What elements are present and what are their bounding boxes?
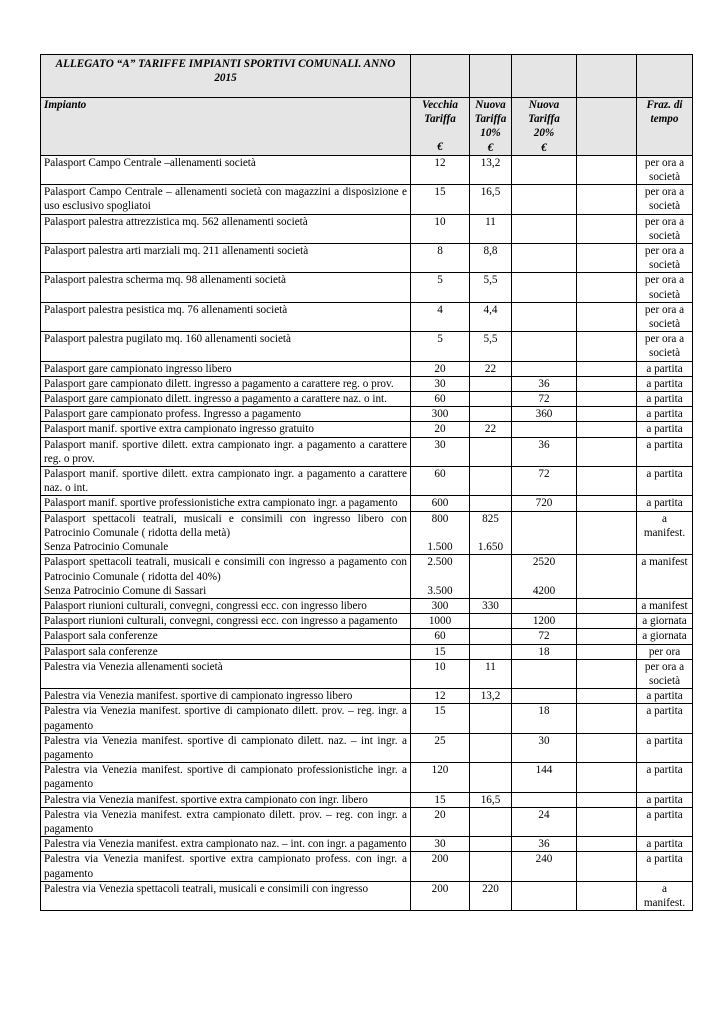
cell-nuova-tariffa-10 xyxy=(470,376,512,391)
cell-fraz-tempo: a partita xyxy=(637,689,693,704)
cell-fraz-tempo: a partita xyxy=(637,422,693,437)
cell-vecchia-tariffa: 200 xyxy=(411,881,470,910)
cell-vecchia-tariffa xyxy=(411,511,470,555)
cell-empty xyxy=(577,467,637,496)
table-row xyxy=(41,852,693,881)
cell-vecchia-tariffa: 15 xyxy=(411,792,470,807)
cell-impianto: Palestra via Venezia manifest. sportive di campionato ingresso libero xyxy=(41,689,411,704)
header-unit: € xyxy=(437,141,443,154)
cell-nuova-tariffa-20: 360 xyxy=(512,407,577,422)
cell-nuova-tariffa-20 xyxy=(512,689,577,704)
cell-nuova-tariffa-10-line xyxy=(473,584,508,598)
table-row xyxy=(41,185,693,214)
cell-nuova-tariffa-10 xyxy=(470,763,512,792)
cell-nuova-tariffa-10: 16,5 xyxy=(470,792,512,807)
cell-vecchia-tariffa: 60 xyxy=(411,392,470,407)
cell-nuova-tariffa-20: 36 xyxy=(512,376,577,391)
table-row xyxy=(41,244,693,273)
cell-vecchia-tariffa: 25 xyxy=(411,733,470,762)
cell-nuova-tariffa-10: 5,5 xyxy=(470,273,512,302)
table-row xyxy=(41,511,693,555)
cell-nuova-tariffa-20 xyxy=(512,244,577,273)
cell-impianto: Palestra via Venezia manifest. sportive extra campionato con ingr. libero xyxy=(41,792,411,807)
table-row xyxy=(41,689,693,704)
cell-nuova-tariffa-10 xyxy=(470,511,512,555)
cell-vecchia-tariffa: 300 xyxy=(411,598,470,613)
cell-nuova-tariffa-20 xyxy=(512,422,577,437)
cell-nuova-tariffa-10: 11 xyxy=(470,659,512,688)
cell-nuova-tariffa-20: 240 xyxy=(512,852,577,881)
table-row xyxy=(41,837,693,852)
cell-vecchia-tariffa: 1000 xyxy=(411,614,470,629)
cell-nuova-tariffa-20: 144 xyxy=(512,763,577,792)
cell-impianto: Palasport manif. sportive professionistiche extra campionato ingr. a pagamento xyxy=(41,496,411,511)
cell-impianto: Palasport gare campionato dilett. ingresso a pagamento a carattere reg. o prov. xyxy=(41,376,411,391)
cell-nuova-tariffa-10 xyxy=(470,496,512,511)
line-spacer xyxy=(473,526,508,540)
cell-vecchia-tariffa: 600 xyxy=(411,496,470,511)
cell-impianto: Palasport sala conferenze xyxy=(41,644,411,659)
cell-nuova-tariffa-20 xyxy=(512,792,577,807)
table-row xyxy=(41,792,693,807)
table-row xyxy=(41,437,693,466)
cell-empty xyxy=(577,392,637,407)
cell-empty xyxy=(577,881,637,910)
cell-empty xyxy=(577,244,637,273)
cell-nuova-tariffa-20 xyxy=(512,881,577,910)
table-row xyxy=(41,629,693,644)
cell-fraz-tempo: per ora a società xyxy=(637,185,693,214)
cell-fraz-tempo: a manifest. xyxy=(637,511,693,555)
table-row xyxy=(41,659,693,688)
title-spacer-cell xyxy=(577,55,637,98)
title-spacer-cell xyxy=(512,55,577,98)
cell-fraz-tempo: a partita xyxy=(637,496,693,511)
cell-nuova-tariffa-10 xyxy=(470,644,512,659)
cell-nuova-tariffa-20 xyxy=(512,155,577,184)
cell-nuova-tariffa-10: 13,2 xyxy=(470,689,512,704)
line-spacer xyxy=(414,526,466,540)
cell-impianto: Palasport Campo Centrale – allenamenti società con magazzini a disposizione e uso esclusivo spogliatoi xyxy=(41,185,411,214)
cell-nuova-tariffa-20: 30 xyxy=(512,733,577,762)
cell-fraz-tempo: a giornata xyxy=(637,629,693,644)
table-row xyxy=(41,155,693,184)
cell-empty xyxy=(577,837,637,852)
cell-nuova-tariffa-20 xyxy=(512,511,577,555)
cell-fraz-tempo: per ora a società xyxy=(637,273,693,302)
table-row xyxy=(41,614,693,629)
cell-empty xyxy=(577,273,637,302)
cell-empty xyxy=(577,689,637,704)
header-unit: € xyxy=(487,141,494,154)
table-row xyxy=(41,496,693,511)
cell-nuova-tariffa-20: 36 xyxy=(512,437,577,466)
cell-empty xyxy=(577,629,637,644)
cell-nuova-tariffa-20 xyxy=(512,555,577,599)
cell-nuova-tariffa-10 xyxy=(470,704,512,733)
table-row xyxy=(41,644,693,659)
cell-fraz-tempo: a partita xyxy=(637,407,693,422)
cell-impianto-line: Palasport spettacoli teatrali, musicali e consimili con ingresso libero con Patrocinio Comunale ( ridotta della metà) xyxy=(44,512,407,539)
cell-fraz-tempo: a partita xyxy=(637,376,693,391)
cell-empty xyxy=(577,555,637,599)
cell-vecchia-tariffa: 12 xyxy=(411,689,470,704)
cell-nuova-tariffa-20: 36 xyxy=(512,837,577,852)
cell-impianto: Palestra via Venezia manifest. extra campionato naz. – int. con ingr. a pagamento xyxy=(41,837,411,852)
cell-impianto: Palestra via Venezia allenamenti società xyxy=(41,659,411,688)
cell-vecchia-tariffa: 200 xyxy=(411,852,470,881)
document-title: ALLEGATO “A” TARIFFE IMPIANTI SPORTIVI COMUNALI. ANNO 2015 xyxy=(41,55,411,98)
cell-fraz-tempo: a giornata xyxy=(637,614,693,629)
cell-empty xyxy=(577,496,637,511)
cell-impianto xyxy=(41,555,411,599)
cell-nuova-tariffa-10-line xyxy=(473,555,508,569)
table-row xyxy=(41,376,693,391)
table-row xyxy=(41,807,693,836)
cell-nuova-tariffa-20 xyxy=(512,659,577,688)
line-spacer xyxy=(414,570,466,584)
cell-empty xyxy=(577,155,637,184)
cell-fraz-tempo: a manifest xyxy=(637,598,693,613)
cell-nuova-tariffa-10 xyxy=(470,467,512,496)
cell-vecchia-tariffa: 5 xyxy=(411,273,470,302)
cell-fraz-tempo: a partita xyxy=(637,733,693,762)
cell-impianto: Palasport palestra pesistica mq. 76 allenamenti società xyxy=(41,302,411,331)
cell-vecchia-tariffa: 60 xyxy=(411,629,470,644)
header-line: Nuova xyxy=(475,99,506,111)
cell-impianto: Palasport manif. sportive dilett. extra campionato ingr. a pagamento a carattere reg. o prov. xyxy=(41,437,411,466)
cell-impianto: Palasport palestra arti marziali mq. 211 allenamenti società xyxy=(41,244,411,273)
cell-nuova-tariffa-20: 72 xyxy=(512,392,577,407)
cell-empty xyxy=(577,733,637,762)
cell-empty xyxy=(577,407,637,422)
header-line: 20% xyxy=(533,127,555,140)
cell-nuova-tariffa-10: 8,8 xyxy=(470,244,512,273)
cell-nuova-tariffa-20 xyxy=(512,302,577,331)
cell-nuova-tariffa-20-line: 4200 xyxy=(532,584,556,597)
cell-vecchia-tariffa: 15 xyxy=(411,185,470,214)
cell-empty xyxy=(577,185,637,214)
cell-vecchia-tariffa: 20 xyxy=(411,361,470,376)
cell-vecchia-tariffa: 4 xyxy=(411,302,470,331)
cell-fraz-tempo: a manifest. xyxy=(637,881,693,910)
cell-fraz-tempo: a partita xyxy=(637,837,693,852)
header-vecchia-tariffa xyxy=(411,98,470,156)
cell-nuova-tariffa-10: 22 xyxy=(470,422,512,437)
table-row xyxy=(41,407,693,422)
cell-empty xyxy=(577,704,637,733)
title-spacer-cell xyxy=(637,55,693,98)
cell-nuova-tariffa-10 xyxy=(470,852,512,881)
line-spacer xyxy=(515,526,573,540)
cell-nuova-tariffa-20 xyxy=(512,185,577,214)
cell-nuova-tariffa-20: 24 xyxy=(512,807,577,836)
header-fraz-tempo xyxy=(637,98,693,156)
cell-vecchia-tariffa: 15 xyxy=(411,644,470,659)
cell-vecchia-tariffa: 60 xyxy=(411,467,470,496)
cell-nuova-tariffa-10: 11 xyxy=(470,214,512,243)
cell-empty xyxy=(577,763,637,792)
header-nuova-tariffa-20 xyxy=(512,98,577,156)
cell-fraz-tempo: a partita xyxy=(637,852,693,881)
cell-vecchia-tariffa: 300 xyxy=(411,407,470,422)
cell-fraz-tempo: per ora a società xyxy=(637,302,693,331)
cell-nuova-tariffa-20: 72 xyxy=(512,467,577,496)
table-row xyxy=(41,555,693,599)
cell-impianto: Palasport riunioni culturali, convegni, congressi ecc. con ingresso libero xyxy=(41,598,411,613)
cell-vecchia-tariffa: 10 xyxy=(411,659,470,688)
cell-nuova-tariffa-10 xyxy=(470,555,512,599)
cell-empty xyxy=(577,792,637,807)
header-spacer xyxy=(414,126,466,140)
cell-vecchia-tariffa: 20 xyxy=(411,807,470,836)
tariff-table xyxy=(40,54,693,911)
cell-impianto-line: Senza Patrocinio Comunale xyxy=(44,541,169,554)
cell-empty xyxy=(577,302,637,331)
table-row xyxy=(41,881,693,910)
cell-nuova-tariffa-20 xyxy=(512,273,577,302)
table-row xyxy=(41,763,693,792)
table-row xyxy=(41,704,693,733)
cell-impianto: Palasport manif. sportive extra campionato ingresso gratuito xyxy=(41,422,411,437)
cell-nuova-tariffa-20: 720 xyxy=(512,496,577,511)
title-spacer-cell xyxy=(470,55,512,98)
cell-vecchia-tariffa: 120 xyxy=(411,763,470,792)
cell-fraz-tempo: a partita xyxy=(637,792,693,807)
cell-nuova-tariffa-10-line: 1.650 xyxy=(477,540,504,553)
cell-nuova-tariffa-10: 16,5 xyxy=(470,185,512,214)
cell-nuova-tariffa-10: 5,5 xyxy=(470,332,512,361)
cell-vecchia-tariffa: 30 xyxy=(411,376,470,391)
cell-impianto: Palasport gare campionato ingresso libero xyxy=(41,361,411,376)
header-line: 10% xyxy=(480,127,501,140)
cell-nuova-tariffa-10 xyxy=(470,407,512,422)
header-spacer-cell xyxy=(577,98,637,156)
header-line: Tariffa xyxy=(424,113,456,126)
cell-nuova-tariffa-20 xyxy=(512,332,577,361)
cell-impianto: Palasport gare campionato profess. Ingresso a pagamento xyxy=(41,407,411,422)
cell-vecchia-tariffa-line: 1.500 xyxy=(427,540,453,553)
cell-vecchia-tariffa xyxy=(411,555,470,599)
cell-nuova-tariffa-20: 18 xyxy=(512,704,577,733)
cell-empty xyxy=(577,511,637,555)
cell-fraz-tempo: a partita xyxy=(637,467,693,496)
cell-nuova-tariffa-20-line xyxy=(515,540,573,554)
table-row xyxy=(41,598,693,613)
cell-nuova-tariffa-10 xyxy=(470,437,512,466)
cell-vecchia-tariffa: 30 xyxy=(411,437,470,466)
cell-fraz-tempo: per ora xyxy=(637,644,693,659)
cell-nuova-tariffa-10: 22 xyxy=(470,361,512,376)
cell-vecchia-tariffa: 5 xyxy=(411,332,470,361)
cell-nuova-tariffa-10 xyxy=(470,392,512,407)
header-line: Fraz. di xyxy=(646,99,683,111)
cell-impianto: Palasport palestra pugilato mq. 160 allenamenti società xyxy=(41,332,411,361)
cell-empty xyxy=(577,361,637,376)
cell-empty xyxy=(577,644,637,659)
cell-impianto: Palasport Campo Centrale –allenamenti società xyxy=(41,155,411,184)
cell-impianto: Palasport palestra scherma mq. 98 allenamenti società xyxy=(41,273,411,302)
cell-fraz-tempo: a partita xyxy=(637,437,693,466)
header-line: Vecchia xyxy=(421,99,459,111)
cell-empty xyxy=(577,214,637,243)
cell-impianto: Palasport manif. sportive dilett. extra campionato ingr. a pagamento a carattere naz. o int. xyxy=(41,467,411,496)
cell-fraz-tempo: a manifest xyxy=(637,555,693,599)
cell-empty xyxy=(577,852,637,881)
cell-empty xyxy=(577,332,637,361)
cell-nuova-tariffa-10 xyxy=(470,837,512,852)
cell-fraz-tempo: per ora a società xyxy=(637,214,693,243)
cell-impianto-line: Senza Patrocinio Comune di Sassari xyxy=(44,584,207,597)
table-row xyxy=(41,302,693,331)
cell-vecchia-tariffa-line: 3.500 xyxy=(427,584,453,597)
cell-empty xyxy=(577,437,637,466)
cell-impianto: Palestra via Venezia manifest. sportive di campionato professionistiche ingr. a pagamento xyxy=(41,763,411,792)
table-row xyxy=(41,733,693,762)
cell-impianto: Palestra via Venezia manifest. sportive di campionato dilett. prov. – reg. ingr. a pagamento xyxy=(41,704,411,733)
cell-fraz-tempo: per ora a società xyxy=(637,155,693,184)
cell-empty xyxy=(577,376,637,391)
cell-impianto: Palasport palestra attrezzistica mq. 562 allenamenti società xyxy=(41,214,411,243)
cell-fraz-tempo: a partita xyxy=(637,807,693,836)
cell-impianto: Palasport gare campionato dilett. ingresso a pagamento a carattere naz. o int. xyxy=(41,392,411,407)
header-nuova-tariffa-10 xyxy=(470,98,512,156)
cell-nuova-tariffa-20-line xyxy=(515,512,573,526)
header-unit: € xyxy=(541,141,547,154)
cell-fraz-tempo: per ora a società xyxy=(637,244,693,273)
table-row xyxy=(41,392,693,407)
cell-nuova-tariffa-20: 72 xyxy=(512,629,577,644)
header-line: tempo xyxy=(650,113,679,126)
cell-fraz-tempo: per ora a società xyxy=(637,659,693,688)
cell-vecchia-tariffa: 15 xyxy=(411,704,470,733)
cell-fraz-tempo: per ora a società xyxy=(637,332,693,361)
cell-empty xyxy=(577,422,637,437)
header-line: Nuova xyxy=(528,99,560,111)
cell-vecchia-tariffa-line: 800 xyxy=(431,512,449,525)
cell-vecchia-tariffa: 20 xyxy=(411,422,470,437)
cell-nuova-tariffa-20: 18 xyxy=(512,644,577,659)
cell-impianto: Palestra via Venezia spettacoli teatrali, musicali e consimili con ingresso xyxy=(41,881,411,910)
cell-vecchia-tariffa-line: 2.500 xyxy=(427,556,453,569)
title-row xyxy=(41,55,693,98)
cell-nuova-tariffa-10: 330 xyxy=(470,598,512,613)
cell-nuova-tariffa-10 xyxy=(470,733,512,762)
cell-nuova-tariffa-20 xyxy=(512,214,577,243)
cell-impianto-line: Palasport spettacoli teatrali, musicali e consimili con ingresso a pagamento con Patrocinio Comunale ( ridotta del 40%) xyxy=(44,556,407,583)
line-spacer xyxy=(515,570,573,584)
cell-nuova-tariffa-10 xyxy=(470,629,512,644)
table-row xyxy=(41,273,693,302)
line-spacer xyxy=(473,570,508,584)
cell-nuova-tariffa-20 xyxy=(512,598,577,613)
table-row xyxy=(41,422,693,437)
title-spacer-cell xyxy=(411,55,470,98)
header-line: Tariffa xyxy=(474,113,507,126)
cell-impianto: Palestra via Venezia manifest. extra campionato dilett. prov. – reg. con ingr. a pagamento xyxy=(41,807,411,836)
cell-fraz-tempo: a partita xyxy=(637,704,693,733)
cell-nuova-tariffa-10: 220 xyxy=(470,881,512,910)
cell-vecchia-tariffa: 10 xyxy=(411,214,470,243)
header-line: Tariffa xyxy=(528,113,560,126)
cell-nuova-tariffa-10-line: 825 xyxy=(482,512,499,525)
cell-nuova-tariffa-10 xyxy=(470,807,512,836)
cell-fraz-tempo: a partita xyxy=(637,392,693,407)
cell-impianto: Palasport riunioni culturali, convegni, congressi ecc. con ingresso a pagamento xyxy=(41,614,411,629)
cell-impianto: Palestra via Venezia manifest. sportive di campionato dilett. naz. – int ingr. a pagamento xyxy=(41,733,411,762)
cell-empty xyxy=(577,614,637,629)
cell-nuova-tariffa-20-line: 2520 xyxy=(532,556,556,569)
cell-fraz-tempo: a partita xyxy=(637,361,693,376)
table-row xyxy=(41,467,693,496)
cell-nuova-tariffa-10 xyxy=(470,614,512,629)
cell-nuova-tariffa-20: 1200 xyxy=(512,614,577,629)
table-row xyxy=(41,361,693,376)
cell-fraz-tempo: a partita xyxy=(637,763,693,792)
header-impianto: Impianto xyxy=(41,98,411,156)
cell-impianto: Palasport sala conferenze xyxy=(41,629,411,644)
cell-nuova-tariffa-20 xyxy=(512,361,577,376)
cell-empty xyxy=(577,659,637,688)
cell-vecchia-tariffa: 8 xyxy=(411,244,470,273)
cell-vecchia-tariffa: 12 xyxy=(411,155,470,184)
cell-impianto xyxy=(41,511,411,555)
header-row xyxy=(41,98,693,156)
table-row xyxy=(41,332,693,361)
cell-nuova-tariffa-10: 13,2 xyxy=(470,155,512,184)
cell-empty xyxy=(577,807,637,836)
cell-impianto: Palestra via Venezia manifest. sportive extra campionato profess. con ingr. a pagamento xyxy=(41,852,411,881)
cell-nuova-tariffa-10: 4,4 xyxy=(470,302,512,331)
cell-empty xyxy=(577,598,637,613)
cell-vecchia-tariffa: 30 xyxy=(411,837,470,852)
table-row xyxy=(41,214,693,243)
